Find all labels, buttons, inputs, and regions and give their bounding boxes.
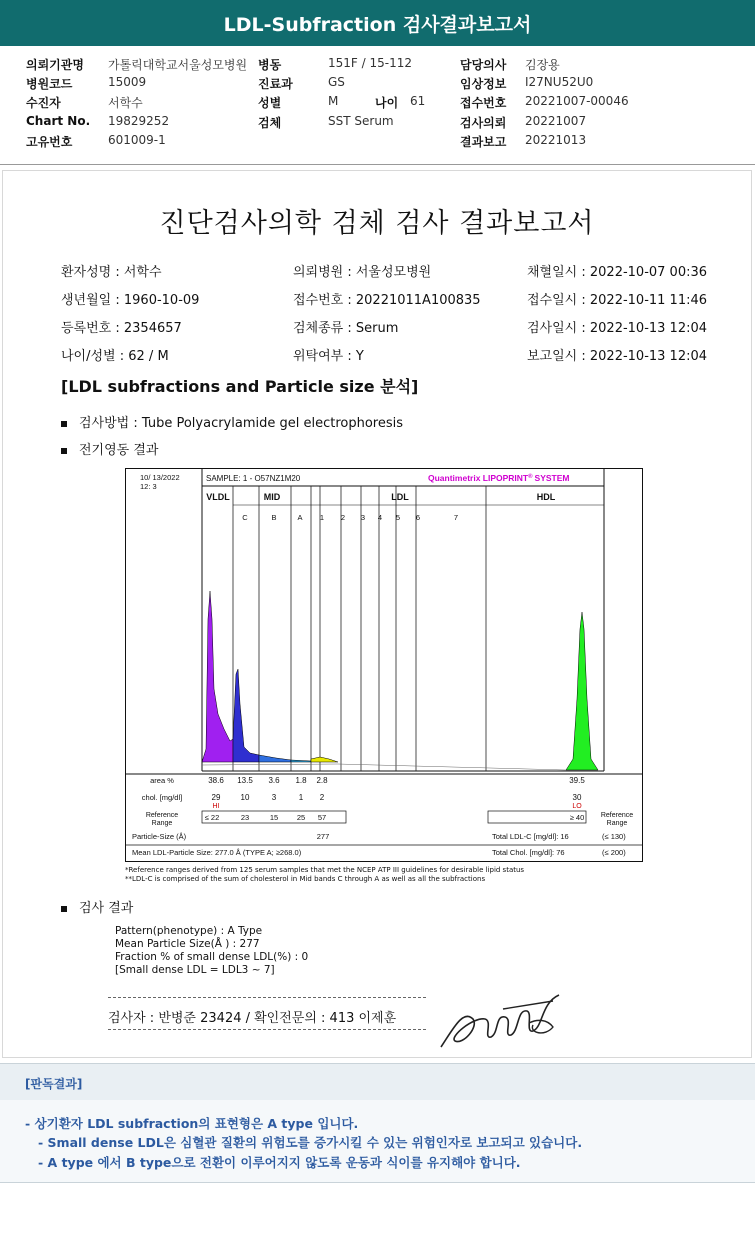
interpretation-title: [판독결과]	[25, 1077, 83, 1091]
chol-row-label: chol. [mg/dl]	[141, 793, 183, 802]
electrophoresis-chart	[125, 468, 643, 862]
patient-field: 채혈일시 : 2022-10-07 00:36	[527, 265, 708, 280]
system-suffix: SYSTEM	[534, 473, 570, 483]
ref-label: Range	[151, 820, 173, 827]
divider	[0, 164, 755, 165]
group-label: HDL	[536, 492, 556, 502]
band-label: 2	[340, 513, 346, 522]
band-label: A	[297, 513, 303, 522]
footnote-2: **LDL-C is comprised of the sum of cholesterol in Mid bands C through A as well as all the subfractions	[125, 875, 486, 883]
footnote	[125, 866, 524, 884]
info-value: 20221013	[525, 133, 587, 147]
info-label: 병원코드	[26, 77, 73, 91]
info-label: 접수번호	[460, 96, 507, 110]
info-label: 성별	[258, 96, 282, 110]
group-label: LDL	[391, 492, 409, 502]
interpretation-line: - A type 에서 B type으로 전환이 이루어지지 않도록 운동과 식이를 유지해야 합니다.	[38, 1155, 521, 1170]
interpretation-line: - 상기환자 LDL subfraction의 표현형은 A type 입니다.	[25, 1116, 359, 1131]
info-label: 병동	[258, 58, 282, 72]
report-header: LDL-Subfraction 검사결과보고서	[0, 0, 755, 46]
info-value: 151F / 15-112	[328, 56, 412, 70]
document-title: 진단검사의학 검체 검사 결과보고서	[159, 208, 595, 239]
particle-size-label: Particle-Size (Å)	[132, 832, 187, 841]
info-label: 의뢰기관명	[26, 58, 84, 72]
info-value: 20221007-00046	[525, 94, 629, 108]
info-label: 수진자	[26, 96, 61, 110]
patient-field: 보고일시 : 2022-10-13 12:04	[527, 349, 708, 364]
chart-svg	[126, 469, 642, 861]
band-label: 6	[415, 513, 421, 522]
total-chol-ref: (≤ 200)	[602, 848, 626, 857]
info-value: 15009	[108, 75, 147, 89]
result-title: 검사 결과	[79, 901, 134, 916]
ref-label: Reference	[145, 812, 179, 819]
ref-value: 25	[296, 813, 306, 822]
flag-hi: HI	[212, 803, 220, 810]
hdl-peak	[566, 612, 598, 770]
baseline-trace	[202, 764, 566, 770]
mid-a-peak	[291, 760, 311, 762]
area-value: 3.6	[268, 776, 280, 785]
patient-field: 검체종류 : Serum	[293, 321, 399, 336]
band-label: C	[242, 513, 248, 522]
info-value: 19829252	[108, 114, 170, 128]
info-value: 20221007	[525, 114, 587, 128]
area-value: 13.5	[237, 776, 253, 785]
group-label: VLDL	[206, 492, 230, 502]
age-value: 61	[410, 94, 426, 108]
info-value: 김장용	[525, 58, 560, 72]
patient-field: 검사일시 : 2022-10-13 12:04	[527, 321, 708, 336]
info-value: M	[328, 94, 339, 108]
info-label: 검사의뢰	[460, 116, 507, 130]
age-label: 나이	[375, 96, 399, 110]
info-label: 검체	[258, 116, 282, 130]
chart-sample: SAMPLE: 1 - O57NZ1M20	[206, 474, 301, 483]
chart-time: 12: 3	[140, 482, 157, 491]
total-ldl-label: Total LDL-C [mg/dl]: 16	[492, 832, 569, 841]
info-value: 가톨릭대학교서울성모병원	[108, 58, 248, 72]
particle-size-value: 277	[316, 832, 330, 841]
ref-value: ≥ 40	[569, 813, 585, 822]
info-label: 진료과	[258, 77, 293, 91]
patient-field: 접수일시 : 2022-10-11 11:46	[527, 293, 708, 308]
system-mark: ®	[528, 474, 533, 480]
bullet-icon	[61, 421, 67, 427]
mid-c-peak	[233, 669, 259, 762]
info-label: 담당의사	[460, 58, 507, 72]
ref-value: 15	[269, 813, 279, 822]
ldl-peak	[311, 757, 338, 762]
patient-field: 등록번호 : 2354657	[61, 321, 182, 336]
section-title: [LDL subfractions and Particle size 분석]	[61, 377, 419, 396]
method-line	[61, 412, 403, 431]
area-value: 2.8	[316, 776, 328, 785]
ref-value: 57	[317, 813, 327, 822]
vldl-peak	[202, 591, 233, 762]
divider-dashed	[108, 1029, 426, 1030]
band-label: 5	[395, 513, 401, 522]
area-value: 39.5	[569, 776, 585, 785]
ref-value: 23	[240, 813, 250, 822]
patient-field: 생년월일 : 1960-10-09	[61, 293, 200, 308]
interpretation-box	[0, 1100, 755, 1183]
band-label: 1	[319, 513, 325, 522]
info-value: SST Serum	[328, 114, 394, 128]
group-label: MID	[263, 492, 281, 502]
total-ldl-ref: (≤ 130)	[602, 832, 626, 841]
mid-b-peak	[259, 755, 291, 762]
report-document	[2, 170, 752, 1058]
info-label: 고유번호	[26, 135, 73, 149]
chol-value: 30	[572, 793, 582, 802]
interpretation-header	[0, 1063, 755, 1101]
bullet-icon	[61, 906, 67, 912]
method-text: 검사방법 : Tube Polyacrylamide gel electrophoresis	[79, 416, 404, 431]
patient-field: 의뢰병원 : 서울성모병원	[293, 265, 432, 280]
result-title-line	[61, 897, 133, 916]
electro-title: 전기영동 결과	[79, 443, 159, 458]
info-label: 임상정보	[460, 77, 507, 91]
order-info	[0, 50, 755, 162]
band-label: 3	[360, 513, 366, 522]
info-label: 결과보고	[460, 135, 507, 149]
band-label: 4	[377, 513, 383, 522]
chol-value: 29	[211, 793, 221, 802]
total-chol-label: Total Chol. [mg/dl]: 76	[492, 848, 565, 857]
chol-value: 2	[319, 793, 325, 802]
info-label: Chart No.	[26, 114, 91, 128]
info-value: 서학수	[108, 96, 143, 110]
area-row-label: area %	[150, 776, 174, 785]
interpretation-line: - Small dense LDL은 심혈관 질환의 위험도를 증가시킬 수 있는 위험인자로 보고되고 있습니다.	[38, 1135, 583, 1150]
signature-image	[433, 989, 573, 1059]
band-label: B	[271, 513, 277, 522]
chol-value: 10	[240, 793, 250, 802]
ref-value: ≤ 22	[204, 813, 220, 822]
info-value: GS	[328, 75, 345, 89]
footnote-1: *Reference ranges derived from 125 serum samples that met the NCEP ATP III guidelines for desirable lipid status	[125, 866, 525, 874]
chol-value: 3	[271, 793, 277, 802]
system-name: Quantimetrix LIPOPRINT	[428, 473, 529, 483]
chol-value: 1	[298, 793, 304, 802]
patient-field: 접수번호 : 20221011A100835	[293, 293, 481, 308]
divider-dashed	[108, 997, 426, 998]
mean-ldl-label: Mean LDL-Particle Size: 277.0 Å (TYPE A; ≥268.0)	[132, 848, 302, 857]
electro-title-line	[61, 439, 158, 458]
signature-line: 검사자 : 반병준 23424 / 확인전문의 : 413 이제훈	[108, 1011, 397, 1026]
result-summary: Pattern(phenotype) : A Type Mean Particle Size(Å ) : 277 Fraction % of small dense LDL(%) : 0 [Small dense LDL = LDL3 ~ 7]	[115, 925, 309, 976]
band-label: 7	[453, 513, 459, 522]
info-value: 601009-1	[108, 133, 166, 147]
chart-date: 10/ 13/2022	[140, 473, 180, 482]
bullet-icon	[61, 448, 67, 454]
patient-field: 나이/성별 : 62 / M	[61, 349, 169, 364]
flag-lo: LO	[572, 803, 582, 810]
area-value: 38.6	[208, 776, 224, 785]
ref-label: Reference	[600, 812, 634, 819]
patient-field: 위탁여부 : Y	[293, 349, 364, 364]
info-value: I27NU52U0	[525, 75, 594, 89]
patient-field: 환자성명 : 서학수	[61, 265, 162, 280]
ref-label: Range	[606, 820, 628, 827]
chart-system-label	[428, 473, 570, 483]
area-value: 1.8	[295, 776, 307, 785]
